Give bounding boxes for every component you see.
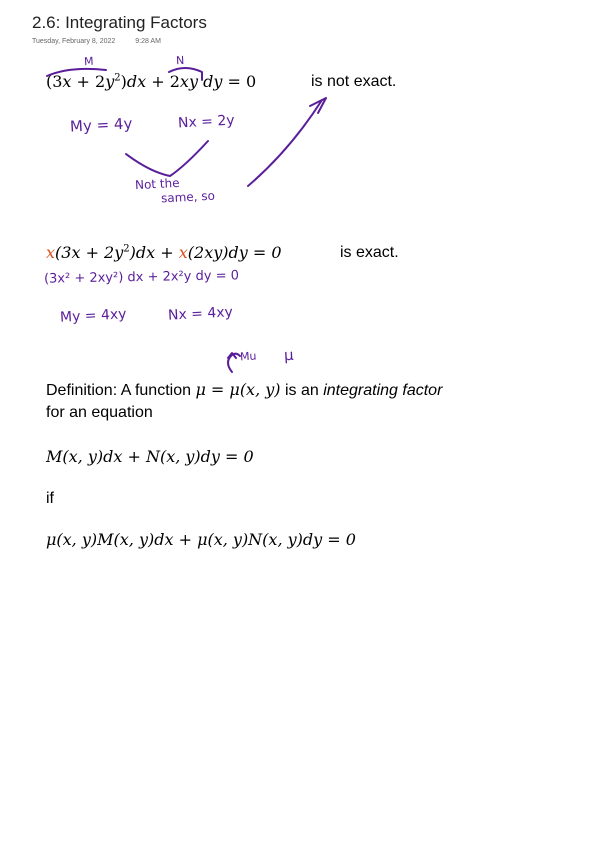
equation-exact: $x(3x + 2y^2)dx + x(2xy)dy = 0$ <box>46 243 282 262</box>
not-exact-comment: is not exact. <box>311 73 397 90</box>
exact-comment: is exact. <box>340 244 399 261</box>
handwritten-expanded-equation: (3x² + 2xy²) dx + 2x²y dy = 0 <box>43 268 240 287</box>
page-timestamp <box>32 38 179 45</box>
general-equation: M(x, y)dx + N(x, y)dy = 0 <box>46 447 254 466</box>
handwritten-nx-1: Nx = 2y <box>177 112 235 132</box>
page-date: Tuesday, February 8, 2022 <box>32 38 116 45</box>
factor-x: x <box>46 243 56 262</box>
handwritten-label-m: M <box>83 54 94 69</box>
equation-not-exact: $(3x + 2y^2)dx + 2xy$ dy = 0 <box>46 72 257 91</box>
page-title: 2.6: Integrating Factors <box>32 13 207 32</box>
handwritten-nx-2: Nx = 4xy <box>167 304 234 324</box>
handwritten-mu-label: Mu <box>239 349 257 364</box>
definition-line-2: for an equation <box>46 404 153 421</box>
handwritten-label-n: N <box>175 53 185 68</box>
factor-x: x <box>178 243 188 262</box>
handwritten-my-2: My = 4xy <box>59 306 127 326</box>
definition-line-1: Definition: A function μ = μ(x, y) is an integrating factor <box>46 380 443 399</box>
integrating-factor-equation: μ(x, y)M(x, y)dx + μ(x, y)N(x, y)dy = 0 <box>46 530 356 549</box>
handwritten-my-1: My = 4y <box>69 114 133 136</box>
handwritten-mu-symbol: μ <box>283 345 295 365</box>
handwritten-same-so: same, so <box>160 188 216 206</box>
handwritten-not-the-same: Not the <box>134 175 180 193</box>
if-label: if <box>46 490 54 507</box>
page-time: 9:28 AM <box>135 38 161 45</box>
